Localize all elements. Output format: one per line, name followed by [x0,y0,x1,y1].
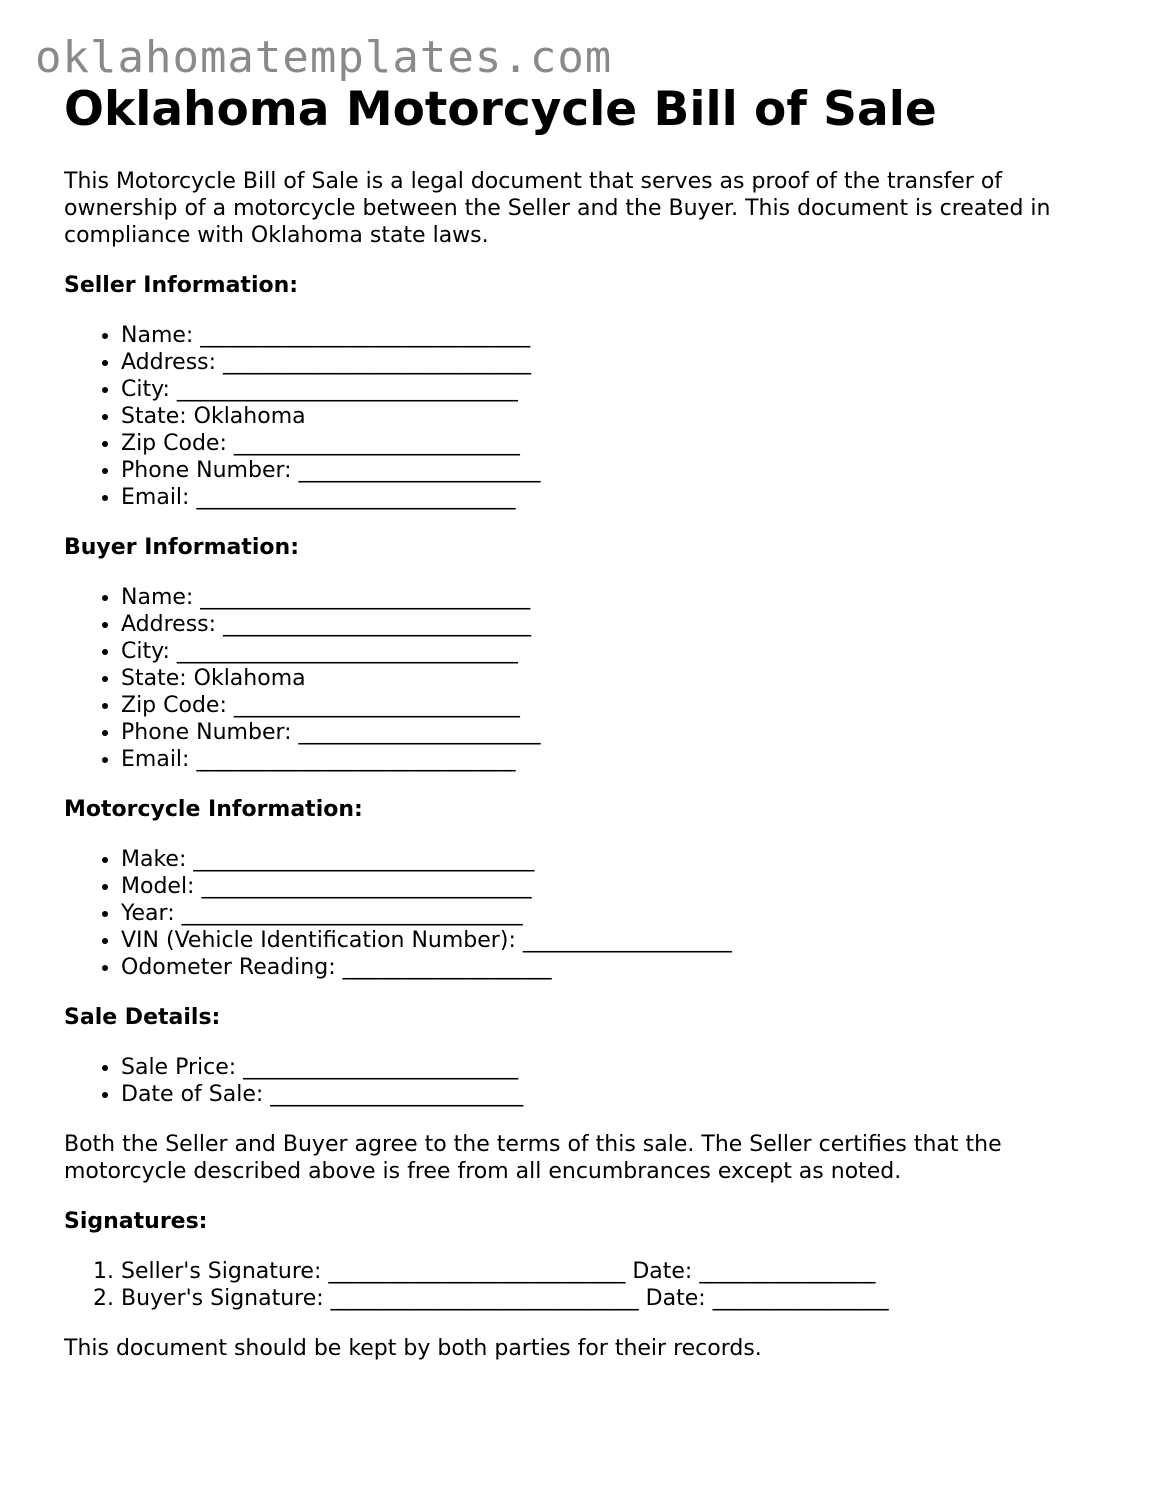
buyer-zip-field: • Zip Code: __________________________ [121,692,1114,719]
sale-date-field: • Date of Sale: _______________________ [121,1081,1114,1108]
seller-name-field: • Name: ______________________________ [121,322,1114,349]
sale-list [64,1054,1114,1108]
seller-list [64,322,1114,511]
buyer-list [64,584,1114,773]
seller-zip-field: • Zip Code: __________________________ [121,430,1114,457]
motorcycle-heading: Motorcycle Information: [64,797,363,822]
seller-phone-field: • Phone Number: ______________________ [121,457,1114,484]
seller-signature-line: 1. Seller's Signature: ___________________________ Date: ________________ [121,1258,1114,1285]
intro-paragraph: This Motorcycle Bill of Sale is a legal document that serves as proof of the transfer of ownership of a motorcycle between the Seller and the Buyer. This document is created in compliance with Oklahoma state laws. [64,169,1051,248]
document [64,84,1114,1362]
buyer-phone-field: • Phone Number: ______________________ [121,719,1114,746]
odometer-field: • Odometer Reading: ___________________ [121,954,1114,981]
buyer-address-field: • Address: ____________________________ [121,611,1114,638]
buyer-city-field: • City: _______________________________ [121,638,1114,665]
buyer-name-field: • Name: ______________________________ [121,584,1114,611]
seller-email-field: • Email: _____________________________ [121,484,1114,511]
model-field: • Model: ______________________________ [121,873,1114,900]
year-field: • Year: _______________________________ [121,900,1114,927]
vin-field: • VIN (Vehicle Identification Number): ___________________ [121,927,1114,954]
closing-paragraph: This document should be kept by both parties for their records. [64,1336,762,1361]
motorcycle-list [64,846,1114,981]
page-title: Oklahoma Motorcycle Bill of Sale [64,82,937,137]
buyer-signature-line: 2. Buyer's Signature: ____________________________ Date: ________________ [121,1285,1114,1312]
signatures-heading: Signatures: [64,1209,208,1234]
make-field: • Make: _______________________________ [121,846,1114,873]
seller-address-field: • Address: ____________________________ [121,349,1114,376]
signatures-list [64,1258,1114,1312]
sale-heading: Sale Details: [64,1005,221,1030]
buyer-state-field: • State: Oklahoma [121,665,1114,692]
agreement-paragraph: Both the Seller and Buyer agree to the terms of this sale. The Seller certifies that the motorcycle described above is free from all encumbrances except as noted. [64,1132,1002,1184]
sale-price-field: • Sale Price: _________________________ [121,1054,1114,1081]
watermark: oklahomatemplates.com [35,32,613,83]
buyer-email-field: • Email: _____________________________ [121,746,1114,773]
seller-state-field: • State: Oklahoma [121,403,1114,430]
buyer-heading: Buyer Information: [64,535,299,560]
seller-city-field: • City: _______________________________ [121,376,1114,403]
seller-heading: Seller Information: [64,273,299,298]
